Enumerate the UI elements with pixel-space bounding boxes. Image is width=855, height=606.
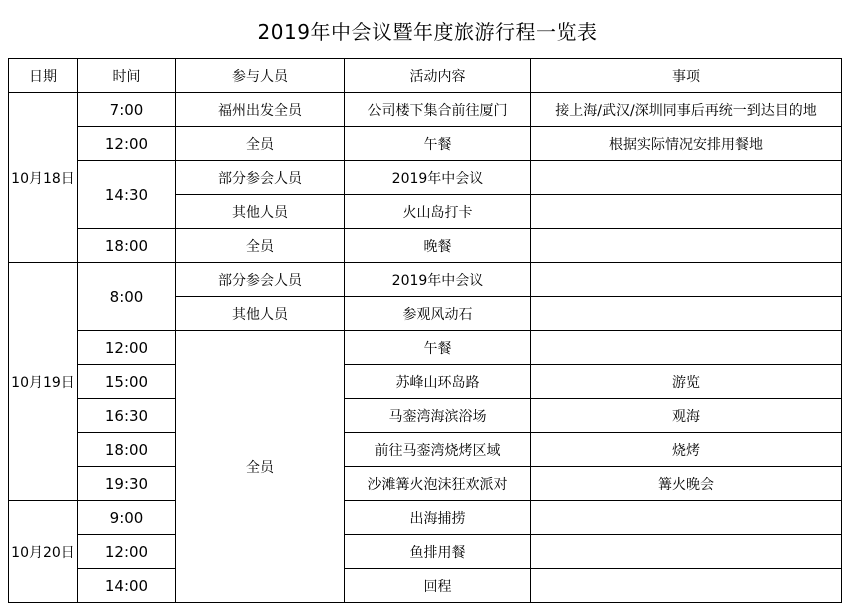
activity-cell: 午餐 (345, 331, 531, 365)
time-cell: 19:30 (78, 467, 176, 501)
header-time: 时间 (78, 59, 176, 93)
table-row (9, 399, 842, 433)
activity-cell: 午餐 (345, 127, 531, 161)
header-activity: 活动内容 (345, 59, 531, 93)
header-note: 事项 (531, 59, 842, 93)
time-cell: 12:00 (78, 331, 176, 365)
table-row (9, 365, 842, 399)
note-cell (531, 501, 842, 535)
activity-cell: 马銮湾海滨浴场 (345, 399, 531, 433)
table-row (9, 569, 842, 603)
activity-cell: 鱼排用餐 (345, 535, 531, 569)
table-row (9, 229, 842, 263)
header-people: 参与人员 (176, 59, 345, 93)
note-cell (531, 331, 842, 365)
table-row (9, 331, 842, 365)
table-row (9, 501, 842, 535)
activity-cell: 沙滩篝火泡沫狂欢派对 (345, 467, 531, 501)
note-cell: 观海 (531, 399, 842, 433)
time-cell: 18:00 (78, 229, 176, 263)
note-cell (531, 263, 842, 297)
activity-cell: 晚餐 (345, 229, 531, 263)
page-title: 2019年中会议暨年度旅游行程一览表 (257, 20, 598, 44)
activity-cell: 苏峰山环岛路 (345, 365, 531, 399)
date-cell: 10月18日 (9, 93, 78, 263)
activity-cell: 前往马銮湾烧烤区域 (345, 433, 531, 467)
table-row (9, 263, 842, 297)
date-cell: 10月19日 (9, 263, 78, 501)
table-row (9, 467, 842, 501)
time-cell: 14:00 (78, 569, 176, 603)
table-row (9, 93, 842, 127)
time-cell: 12:00 (78, 535, 176, 569)
activity-cell: 2019年中会议 (345, 263, 531, 297)
time-cell: 18:00 (78, 433, 176, 467)
table-row (9, 127, 842, 161)
table-row (9, 433, 842, 467)
date-cell: 10月20日 (9, 501, 78, 603)
note-cell: 烧烤 (531, 433, 842, 467)
people-cell: 福州出发全员 (176, 93, 345, 127)
table-row (9, 161, 842, 195)
note-cell (531, 161, 842, 195)
activity-cell: 火山岛打卡 (345, 195, 531, 229)
activity-cell: 出海捕捞 (345, 501, 531, 535)
note-cell (531, 569, 842, 603)
note-cell: 根据实际情况安排用餐地 (531, 127, 842, 161)
time-cell: 9:00 (78, 501, 176, 535)
note-cell: 游览 (531, 365, 842, 399)
people-cell: 全员 (176, 229, 345, 263)
people-cell: 其他人员 (176, 195, 345, 229)
time-cell: 8:00 (78, 263, 176, 331)
time-cell: 15:00 (78, 365, 176, 399)
activity-cell: 公司楼下集合前往厦门 (345, 93, 531, 127)
activity-cell: 2019年中会议 (345, 161, 531, 195)
people-cell: 全员 (176, 127, 345, 161)
time-cell: 16:30 (78, 399, 176, 433)
note-cell: 篝火晚会 (531, 467, 842, 501)
note-cell (531, 195, 842, 229)
note-cell (531, 297, 842, 331)
activity-cell: 参观风动石 (345, 297, 531, 331)
people-cell: 部分参会人员 (176, 263, 345, 297)
note-cell (531, 229, 842, 263)
time-cell: 14:30 (78, 161, 176, 229)
time-cell: 12:00 (78, 127, 176, 161)
activity-cell: 回程 (345, 569, 531, 603)
header-date: 日期 (9, 59, 78, 93)
people-cell: 其他人员 (176, 297, 345, 331)
people-cell: 全员 (176, 331, 345, 603)
table-header-row (9, 59, 842, 93)
time-cell: 7:00 (78, 93, 176, 127)
people-cell: 部分参会人员 (176, 161, 345, 195)
schedule-table (8, 58, 842, 603)
note-cell: 接上海/武汉/深圳同事后再统一到达目的地 (531, 93, 842, 127)
table-row (9, 535, 842, 569)
note-cell (531, 535, 842, 569)
